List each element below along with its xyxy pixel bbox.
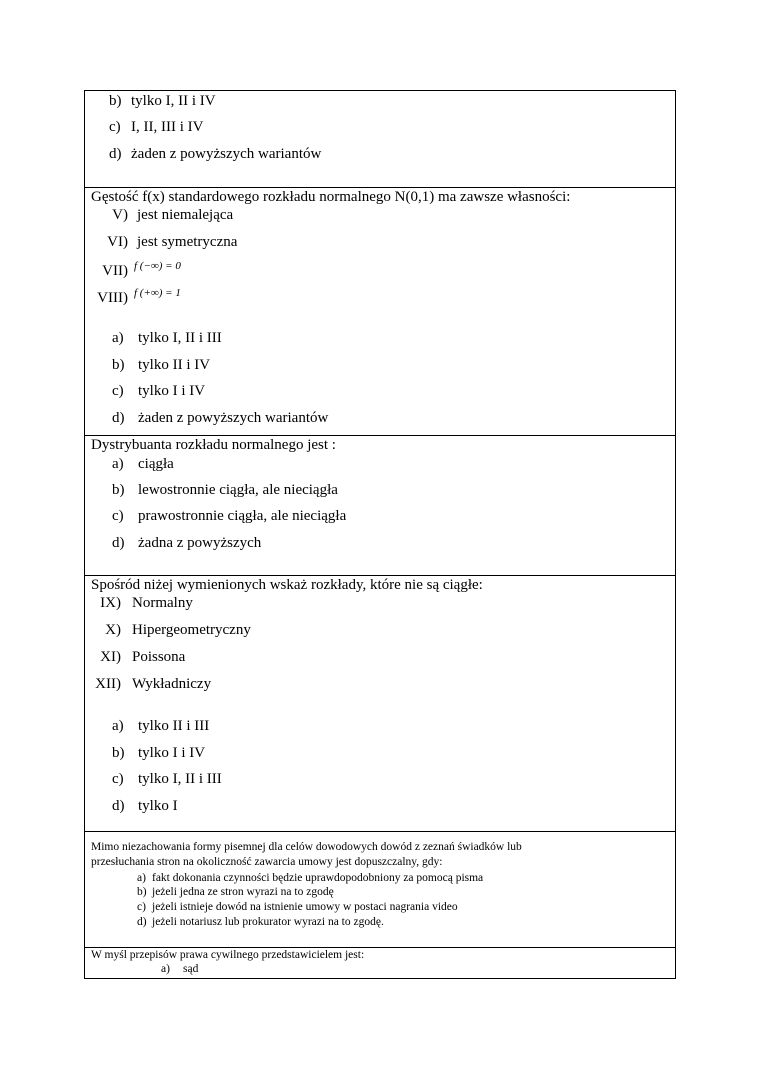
question-block-5: [84, 947, 676, 979]
statement-viii: VIII) $^{f (+\infty) = 1}$: [97, 287, 181, 306]
option-a: a) sąd: [161, 963, 199, 975]
option-b: b) tylko I i IV: [112, 745, 206, 761]
question-text: Spośród niżej wymienionych wskaż rozkłady, które nie są ciągłe:: [91, 577, 483, 593]
statement-xi: XI) Poissona: [100, 649, 186, 665]
option-c: c) jeżeli istnieje dowód na istnienie umowy w postaci nagrania video: [137, 901, 458, 913]
question-text: Gęstość f(x) standardowego rozkładu normalnego N(0,1) ma zawsze własności:: [91, 189, 571, 205]
option-d: d) jeżeli notariusz lub prokurator wyrazi na to zgodę.: [137, 916, 384, 928]
statement-x: X) Hipergeometryczny: [105, 622, 251, 638]
question-block-3: [84, 575, 676, 832]
question-text: W myśl przepisów prawa cywilnego przedstawicielem jest:: [91, 949, 365, 961]
statement-vii: VII) $^{f (-\infty) = 0}$: [102, 260, 181, 279]
option-c: c) tylko I i IV: [112, 383, 206, 399]
option-a: a) ciągła: [112, 456, 174, 472]
statement-ix: IX) Normalny: [100, 595, 193, 611]
option-b: b) lewostronnie ciągła, ale nieciągła: [112, 482, 338, 498]
question-block-2: [84, 435, 676, 576]
question-block-1: [84, 187, 676, 436]
option-d: d) żadna z powyższych: [112, 535, 262, 551]
question-text-line-2: przesłuchania stron na okoliczność zawarcia umowy jest dopuszczalny, gdy:: [91, 856, 443, 868]
question-block-0: [84, 90, 676, 188]
question-text-line-1: Mimo niezachowania formy pisemnej dla celów dowodowych dowód z zeznań świadków lub: [91, 841, 522, 853]
option-c: c) I, II, III i IV: [109, 119, 204, 135]
option-a: a) tylko II i III: [112, 718, 210, 734]
option-a: a) fakt dokonania czynności będzie uprawdopodobniony za pomocą pisma: [137, 872, 484, 884]
option-b: b) tylko I, II i IV: [109, 93, 216, 109]
option-d: d) żaden z powyższych wariantów: [112, 410, 329, 426]
option-c: c) prawostronnie ciągła, ale nieciągła: [112, 508, 347, 524]
statement-v: V) jest niemalejąca: [112, 207, 234, 223]
statement-vi: VI) jest symetryczna: [107, 234, 238, 250]
question-block-4: [84, 831, 676, 948]
option-b: b) tylko II i IV: [112, 357, 211, 373]
option-c: c) tylko I, II i III: [112, 771, 222, 787]
option-d: d) tylko I: [112, 798, 178, 814]
option-b: b) jeżeli jedna ze stron wyrazi na to zgodę: [137, 886, 334, 898]
option-a: a) tylko I, II i III: [112, 330, 222, 346]
question-text: Dystrybuanta rozkładu normalnego jest :: [91, 437, 336, 453]
statement-xii: XII) Wykładniczy: [95, 676, 212, 692]
option-d: d) żaden z powyższych wariantów: [109, 146, 322, 162]
